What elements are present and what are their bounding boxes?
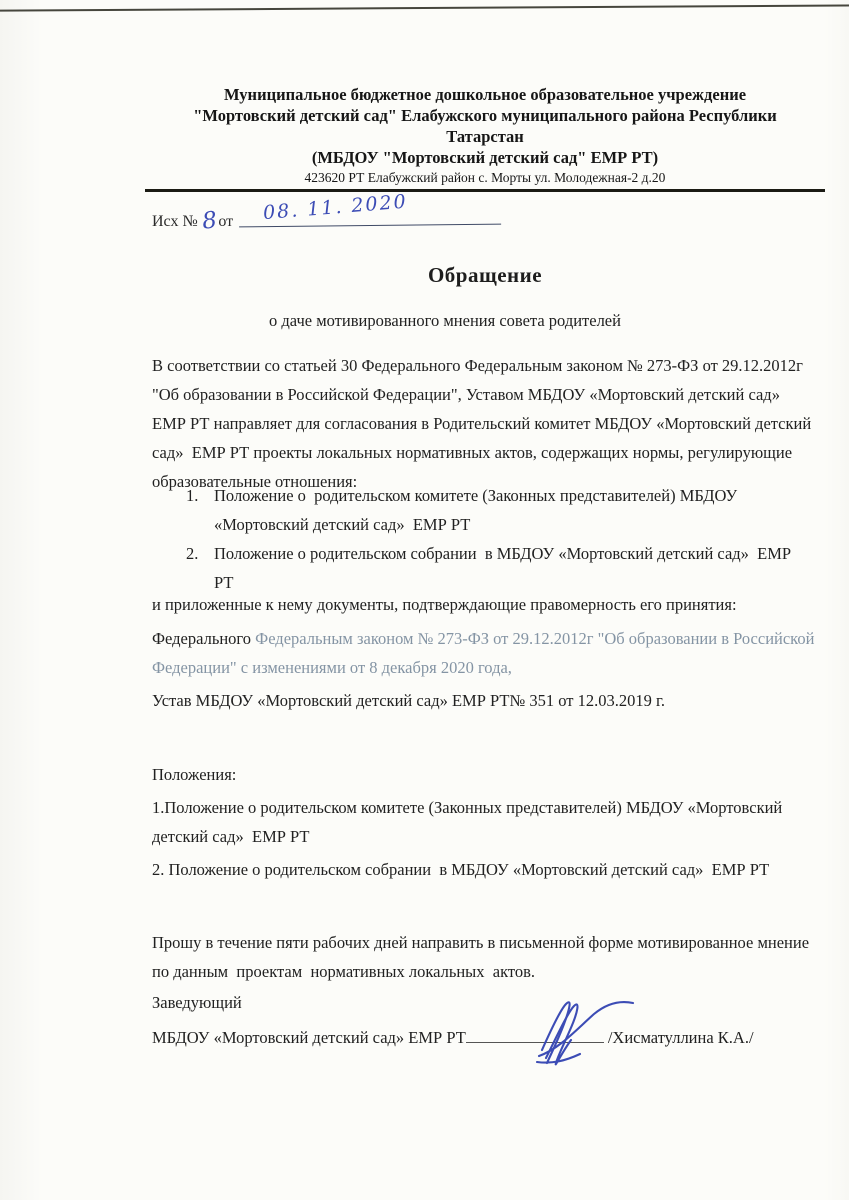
org-short-name: (МБДОУ "Мортовский детский сад" ЕМР РТ) (311, 148, 659, 167)
ref-number-handwritten: 8 (200, 207, 218, 235)
letterhead (145, 84, 825, 192)
ref-prefix: Исх № (152, 213, 198, 230)
org-name-line3: Татарстан (446, 127, 524, 146)
list-item-marker: 2. (186, 544, 199, 563)
scan-edge-artifact (0, 4, 849, 11)
list-item (186, 539, 812, 597)
outgoing-ref-line (152, 190, 501, 235)
document-title: Обращение (427, 263, 543, 287)
intro-paragraph: В соответствии со статьей 30 Федерального Федеральным законом № 273-ФЗ от 29.12.2012г "Об образовании в Российской Федерации", Уставом МБДОУ «Мортовский детский сад» ЕМР РТ направляет для согласования в Родительский комитет МБДОУ «Мортовский детский сад» ЕМР РТ проекты локальных нормативных актов, содержащих нормы, регулирующие образовательные отношения: (152, 356, 816, 491)
law-reference-gray: Федеральным законом № 273-ФЗ от 29.12.2012г "Об образовании в Российской Федерации" с изменениями от 8 декабря 2020 года, (152, 629, 819, 677)
signer-position: Заведующий (152, 993, 242, 1012)
signature-row (152, 1028, 832, 1048)
regulations-label: Положения: (152, 765, 237, 784)
request-paragraph: Прошу в течение пяти рабочих дней направить в письменной форме мотивированное мнение по данным проектам нормативных локальных актов. (152, 933, 814, 981)
ref-ot-label: от (218, 213, 234, 230)
ref-date-underline (239, 190, 501, 228)
list-item (186, 481, 812, 539)
list-item-marker: 1. (186, 486, 199, 505)
attached-docs-paragraph: и приложенные к нему документы, подтверждающие правомерность его принятия: (152, 595, 737, 614)
regulation-item-2: 2. Положение о родительском собрании в МБДОУ «Мортовский детский сад» ЕМР РТ (152, 860, 770, 879)
law-reference-black: Федерального (152, 629, 252, 648)
org-name-line1: Муниципальное бюджетное дошкольное образовательное учреждение (223, 85, 747, 104)
signature-org-text: МБДОУ «Мортовский детский сад» ЕМР РТ (152, 1028, 466, 1047)
signer-name: /Хисматуллина К.А./ (607, 1028, 754, 1047)
signature-underline (466, 1029, 604, 1043)
list-item-text: Положение о родительском собрании в МБДОУ «Мортовский детский сад» ЕМР РТ (214, 544, 796, 592)
law-reference-paragraph (152, 624, 819, 682)
ref-date-handwritten: 08. 11. 2020 (262, 190, 409, 225)
document-subtitle: о даче мотивированного мнения совета родителей (269, 311, 621, 330)
org-name-line2: "Мортовский детский сад" Елабужского муниципального района Республики (193, 106, 777, 125)
list-item-text: Положение о родительском комитете (Законных представителей) МБДОУ «Мортовский детский сад» ЕМР РТ (214, 486, 742, 534)
regulation-item-1: 1.Положение о родительском комитете (Законных представителей) МБДОУ «Мортовский детский сад» ЕМР РТ (152, 798, 787, 846)
charter-reference-line: Устав МБДОУ «Мортовский детский сад» ЕМР РТ№ 351 от 12.03.2019 г. (152, 691, 665, 710)
org-address: 423620 РТ Елабужский район с. Морты ул. Молодежная-2 д.20 (304, 170, 666, 185)
acts-numbered-list (186, 481, 812, 597)
